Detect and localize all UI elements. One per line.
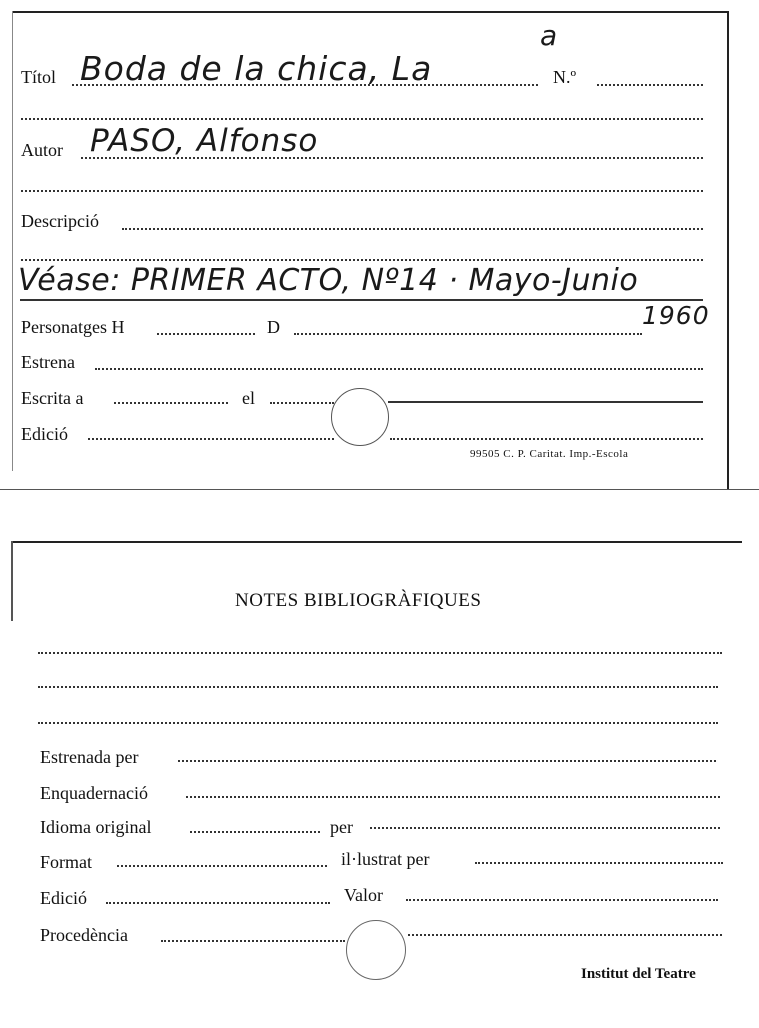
descripcio-handwritten-note: Véase: PRIMER ACTO, Nº14 · Mayo-Junio <box>18 263 639 298</box>
estrenada-label: Estrenada per <box>40 747 139 767</box>
descripcio-label: Descripció <box>21 211 99 231</box>
edicio-back-line <box>106 902 330 904</box>
edicio-line-right <box>390 438 703 440</box>
estrenada-line <box>178 760 716 762</box>
idioma-label: Idioma original <box>40 817 152 837</box>
descripcio-line-2 <box>21 259 703 261</box>
notes-line-2 <box>38 686 718 688</box>
notes-line-3 <box>38 722 718 724</box>
procedencia-line-left <box>161 940 345 942</box>
format-line <box>117 865 327 867</box>
procedencia-label: Procedència <box>40 925 128 945</box>
card-back-left-edge <box>11 541 13 621</box>
titol-label: Títol <box>21 67 56 87</box>
per-line <box>370 827 720 829</box>
card-bottom-edge <box>0 489 759 490</box>
institution-name: Institut del Teatre <box>581 966 696 982</box>
descripcio-note-underline <box>20 299 703 301</box>
punch-hole <box>331 388 389 446</box>
personatges-h-label: Personatges H <box>21 317 125 337</box>
personatges-d-label: D <box>267 317 280 337</box>
personatges-d-line <box>294 333 642 335</box>
estrena-label: Estrena <box>21 352 75 372</box>
valor-line <box>406 899 718 901</box>
card-right-edge <box>727 11 729 489</box>
enquadernacio-label: Enquadernació <box>40 783 148 803</box>
numero-label: N.º <box>553 67 577 87</box>
personatges-h-line <box>157 333 255 335</box>
edicio-label: Edició <box>21 424 68 444</box>
illustrat-line <box>475 862 723 864</box>
descripcio-line <box>122 228 703 230</box>
titol-continuation-line <box>21 118 703 120</box>
descripcio-handwritten-year: 1960 <box>642 301 710 330</box>
edicio-back-label: Edició <box>40 888 87 908</box>
titol-handwritten-value: Boda de la chica, La <box>80 49 433 88</box>
format-label: Format <box>40 852 92 872</box>
autor-handwritten-value: PASO, Alfonso <box>90 123 319 159</box>
escrita-label: Escrita a <box>21 388 84 408</box>
illustrat-label: il·lustrat per <box>341 849 430 869</box>
notes-line-1 <box>38 652 722 654</box>
autor-continuation-line <box>21 190 703 192</box>
el-line-left <box>270 402 334 404</box>
card-left-edge <box>12 11 13 471</box>
el-line-right <box>388 401 703 403</box>
printer-imprint: 99505 C. P. Caritat. Imp.-Escola <box>470 448 629 460</box>
numero-line <box>597 84 703 86</box>
autor-label: Autor <box>21 140 63 160</box>
procedencia-line-right <box>408 934 722 936</box>
estrena-line <box>95 368 703 370</box>
titol-article-mark: a <box>540 19 559 52</box>
el-label: el <box>242 388 255 408</box>
card-top-edge <box>12 11 729 13</box>
card-back-top-edge <box>12 541 742 543</box>
valor-label: Valor <box>344 885 383 905</box>
escrita-line <box>114 402 228 404</box>
enquadernacio-line <box>186 796 720 798</box>
notes-heading: NOTES BIBLIOGRÀFIQUES <box>235 590 482 611</box>
edicio-line-left <box>88 438 334 440</box>
per-label: per <box>330 817 353 837</box>
punch-hole-back <box>346 920 406 980</box>
idioma-line <box>190 831 320 833</box>
